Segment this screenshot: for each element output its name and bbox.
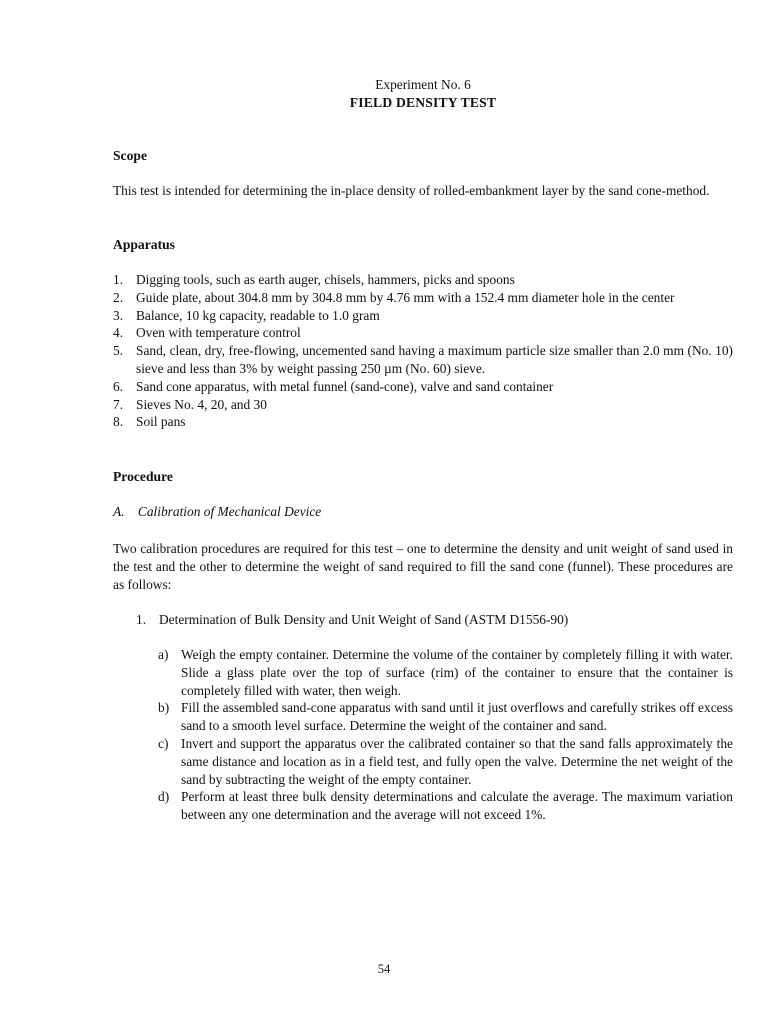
page-title: FIELD DENSITY TEST xyxy=(349,95,497,110)
procedure-heading: Procedure xyxy=(113,469,173,484)
substep-label: d) xyxy=(158,789,170,805)
item-text: Sieves No. 4, 20, and 30 xyxy=(136,396,267,412)
item-number: 1. xyxy=(113,272,124,287)
list-item xyxy=(113,271,733,289)
item-number: 8. xyxy=(113,414,124,430)
scope-heading: Scope xyxy=(113,148,147,163)
step-1-number: 1. xyxy=(136,612,147,627)
procedure-intro: Two calibration procedures are required for this test – one to determine the density and unit weight of sand used in the test and the other to determine the weight of sand required to fill the sand cone (funnel). These procedures are as follows: xyxy=(113,541,733,592)
step-1-text: Determination of Bulk Density and Unit Weight of Sand (ASTM D1556-90) xyxy=(159,612,569,627)
substep-text: Weigh the empty container. Determine the volume of the container by completely filling it with water. Slide a glass plate over the top of surface (rim) of the container to ensure that the container is completely filled with water, then weigh. xyxy=(181,647,733,698)
substeps-list xyxy=(158,646,733,824)
list-item xyxy=(158,646,733,699)
item-number: 3. xyxy=(113,307,124,323)
item-number: 4. xyxy=(113,325,124,341)
apparatus-list-wrap xyxy=(113,271,733,431)
substep-label: c) xyxy=(158,735,169,751)
substep-label: b) xyxy=(158,700,170,716)
experiment-label xyxy=(113,76,733,94)
list-item xyxy=(158,788,733,824)
item-text: Balance, 10 kg capacity, readable to 1.0 gram xyxy=(136,307,380,323)
substep-text: Perform at least three bulk density determinations and calculate the average. The maximum variation between any one determination and the average will not exceed 1%. xyxy=(181,789,733,823)
experiment-number: Experiment No. 6 xyxy=(375,77,471,92)
item-text: Guide plate, about 304.8 mm by 304.8 mm by 4.76 mm with a 152.4 mm diameter hole in the center xyxy=(136,289,675,305)
item-number: 5. xyxy=(113,343,124,359)
substep-text: Fill the assembled sand-cone apparatus with sand until it just overflows and carefully strikes off excess sand to a smooth level surface. Determine the weight of the container and sand. xyxy=(181,700,733,734)
item-number: 6. xyxy=(113,378,124,394)
list-item xyxy=(113,324,733,342)
substep-label: a) xyxy=(158,647,169,662)
item-text: Soil pans xyxy=(136,414,186,430)
item-text: Sand, clean, dry, free-flowing, uncemented sand having a maximum particle size smaller than 2.0 mm (No. 10) sieve and less than 3% by weight passing 250 µm (No. 60) sieve. xyxy=(136,343,733,376)
list-item xyxy=(113,289,733,307)
list-item xyxy=(113,378,733,396)
substep-text: Invert and support the apparatus over the calibrated container so that the sand falls approximately the same distance and location as in a field test, and fully open the valve. Determine the net weight of the sand by subtracting the weight of the empty container. xyxy=(181,735,733,787)
list-item xyxy=(158,699,733,735)
list-item xyxy=(158,735,733,788)
scope-paragraph: This test is intended for determining the in-place density of rolled-embankment layer by the sand cone-method. xyxy=(113,183,710,198)
list-item xyxy=(113,307,733,325)
item-text: Digging tools, such as earth auger, chisels, hammers, picks and spoons xyxy=(136,272,515,287)
page-number: 54 xyxy=(377,962,391,976)
page-title-wrap xyxy=(113,94,733,112)
list-item xyxy=(113,396,733,414)
item-text: Oven with temperature control xyxy=(136,325,301,341)
section-a-heading: A. Calibration of Mechanical Device xyxy=(113,504,322,519)
apparatus-heading: Apparatus xyxy=(113,237,175,252)
item-number: 7. xyxy=(113,396,124,412)
apparatus-list xyxy=(113,271,733,431)
list-item xyxy=(113,342,733,378)
item-text: Sand cone apparatus, with metal funnel (sand-cone), valve and sand container xyxy=(136,378,554,394)
item-number: 2. xyxy=(113,289,124,305)
substeps-wrap xyxy=(158,646,733,824)
list-item xyxy=(113,413,733,431)
